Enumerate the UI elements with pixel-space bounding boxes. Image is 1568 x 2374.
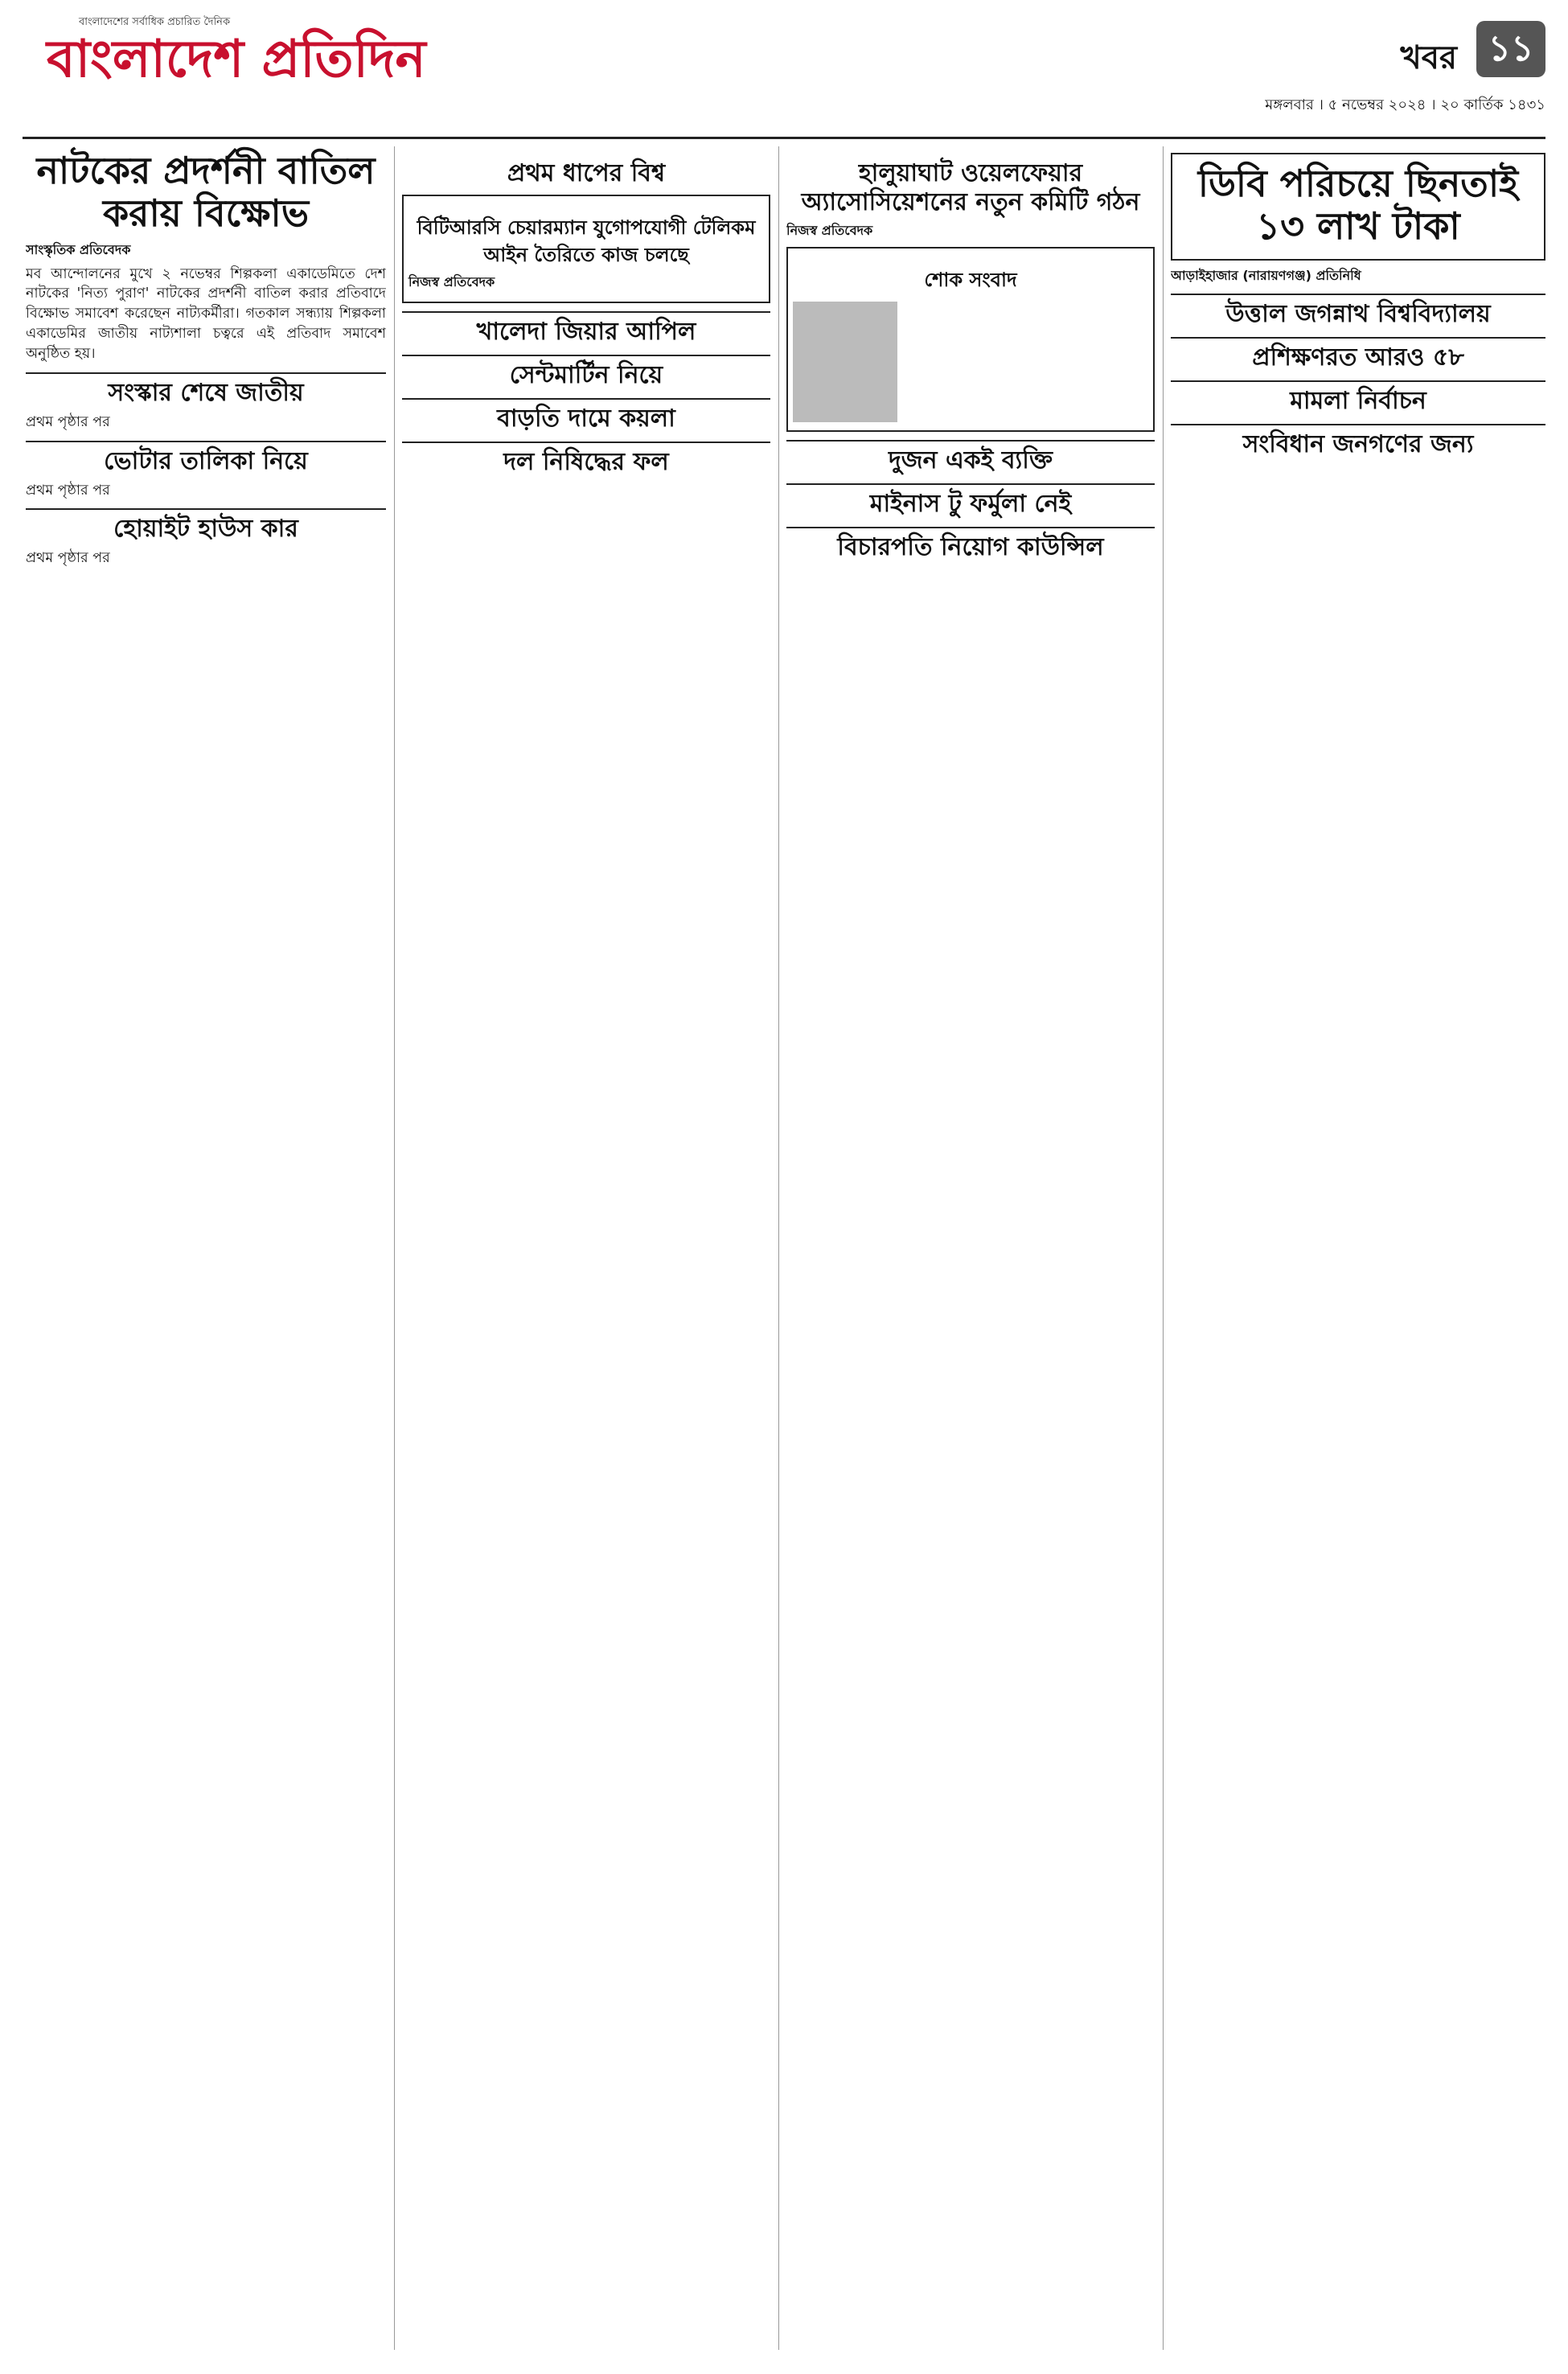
headline: নাটকের প্রদর্শনী বাতিল করায় বিক্ষোভ: [36, 149, 376, 235]
article-body: মব আন্দোলনের মুখে ২ নভেম্বর শিল্পকলা একাডেমিতে দেশ নাটকের 'নিত্য পুরাণ' নাটকের প্রদর্শনী বাতিল করার প্রতিবাদে বিক্ষোভ সমাবেশ করেছেন নাট্যকর্মীরা। গতকাল সন্ধ্যায় শিল্পকলা একাডেমির জাতীয় নাট্যশালা চত্বরে এই প্রতিবাদ সমাবেশ অনুষ্ঠিত হয়।: [26, 265, 386, 362]
column-1: [26, 146, 386, 2350]
subheadline: সেন্টমার্টিন নিয়ে: [402, 355, 770, 390]
column-divider: [394, 146, 395, 2350]
newspaper-logo: [47, 14, 426, 88]
byline: আড়াইহাজার (নারায়ণগঞ্জ) প্রতিনিধি: [1171, 267, 1361, 283]
byline: সাংস্কৃতিক প্রতিবেদক: [26, 241, 131, 257]
newspaper-name: বাংলাদেশ প্রতিদিন: [47, 30, 426, 89]
subheadline: মাইনাস টু ফর্মুলা নেই: [786, 483, 1155, 519]
masthead-rule: [23, 137, 1545, 139]
subheadline: সংবিধান জনগণের জন্য: [1171, 424, 1545, 459]
subheadline: বিচারপতি নিয়োগ কাউন্সিল: [786, 527, 1155, 562]
byline: নিজস্ব প্রতিবেদক: [786, 223, 873, 238]
article-continuation: প্রথম পৃষ্ঠার পর: [26, 482, 110, 499]
portrait-photo: [793, 302, 897, 422]
tagline: বাংলাদেশের সর্বাধিক প্রচারিত দৈনিক: [79, 16, 231, 28]
byline: নিজস্ব প্রতিবেদক: [408, 274, 495, 290]
subheadline: ভোটার তালিকা নিয়ে: [26, 441, 386, 476]
subheadline: বাড়তি দামে কয়লা: [402, 398, 770, 433]
column-2: [402, 146, 770, 2350]
issue-date: মঙ্গলবার । ৫ নভেম্বর ২০২৪ । ২০ কার্তিক ১৪৩১: [1265, 97, 1545, 113]
obituary-title: শোক সংবাদ: [924, 268, 1017, 291]
column-4: [1171, 146, 1545, 2350]
boxed-story: [402, 195, 770, 303]
article-continuation: প্রথম পৃষ্ঠার পর: [26, 550, 110, 567]
headline-box: [1171, 153, 1545, 261]
subheadline: দল নিষিদ্ধের ফল: [402, 442, 770, 477]
column-divider: [1163, 146, 1164, 2350]
subheadline: হোয়াইট হাউস কার: [26, 508, 386, 544]
subheadline: খালেদা জিয়ার আপিল: [402, 311, 770, 347]
section-label: খবর: [1400, 39, 1457, 76]
article-continuation: প্রথম পৃষ্ঠার পর: [26, 413, 110, 430]
subheadline: সংস্কার শেষে জাতীয়: [26, 372, 386, 408]
headline: হালুয়াঘাট ওয়েলফেয়ার অ্যাসোসিয়েশনের নতুন কমিটি গঠন: [801, 159, 1140, 216]
subheadline: মামলা নির্বাচন: [1171, 380, 1545, 416]
page-number: ১১: [1476, 21, 1545, 77]
masthead: [23, 14, 1545, 135]
column-divider: [778, 146, 779, 2350]
obituary-box: [786, 247, 1155, 432]
subheadline: দুজন একই ব্যক্তি: [786, 440, 1155, 475]
headline: ডিবি পরিচয়ে ছিনতাই ১৩ লাখ টাকা: [1197, 162, 1519, 248]
headline: প্রথম ধাপের বিশ্ব: [507, 159, 666, 187]
subheadline: উত্তাল জগন্নাথ বিশ্ববিদ্যালয়: [1171, 294, 1545, 329]
subheadline: বিটিআরসি চেয়ারম্যান যুগোপযোগী টেলিকম আইন তৈরিতে কাজ চলছে: [417, 216, 756, 267]
column-3: [786, 146, 1155, 2350]
subheadline: প্রশিক্ষণরত আরও ৫৮: [1171, 337, 1545, 372]
